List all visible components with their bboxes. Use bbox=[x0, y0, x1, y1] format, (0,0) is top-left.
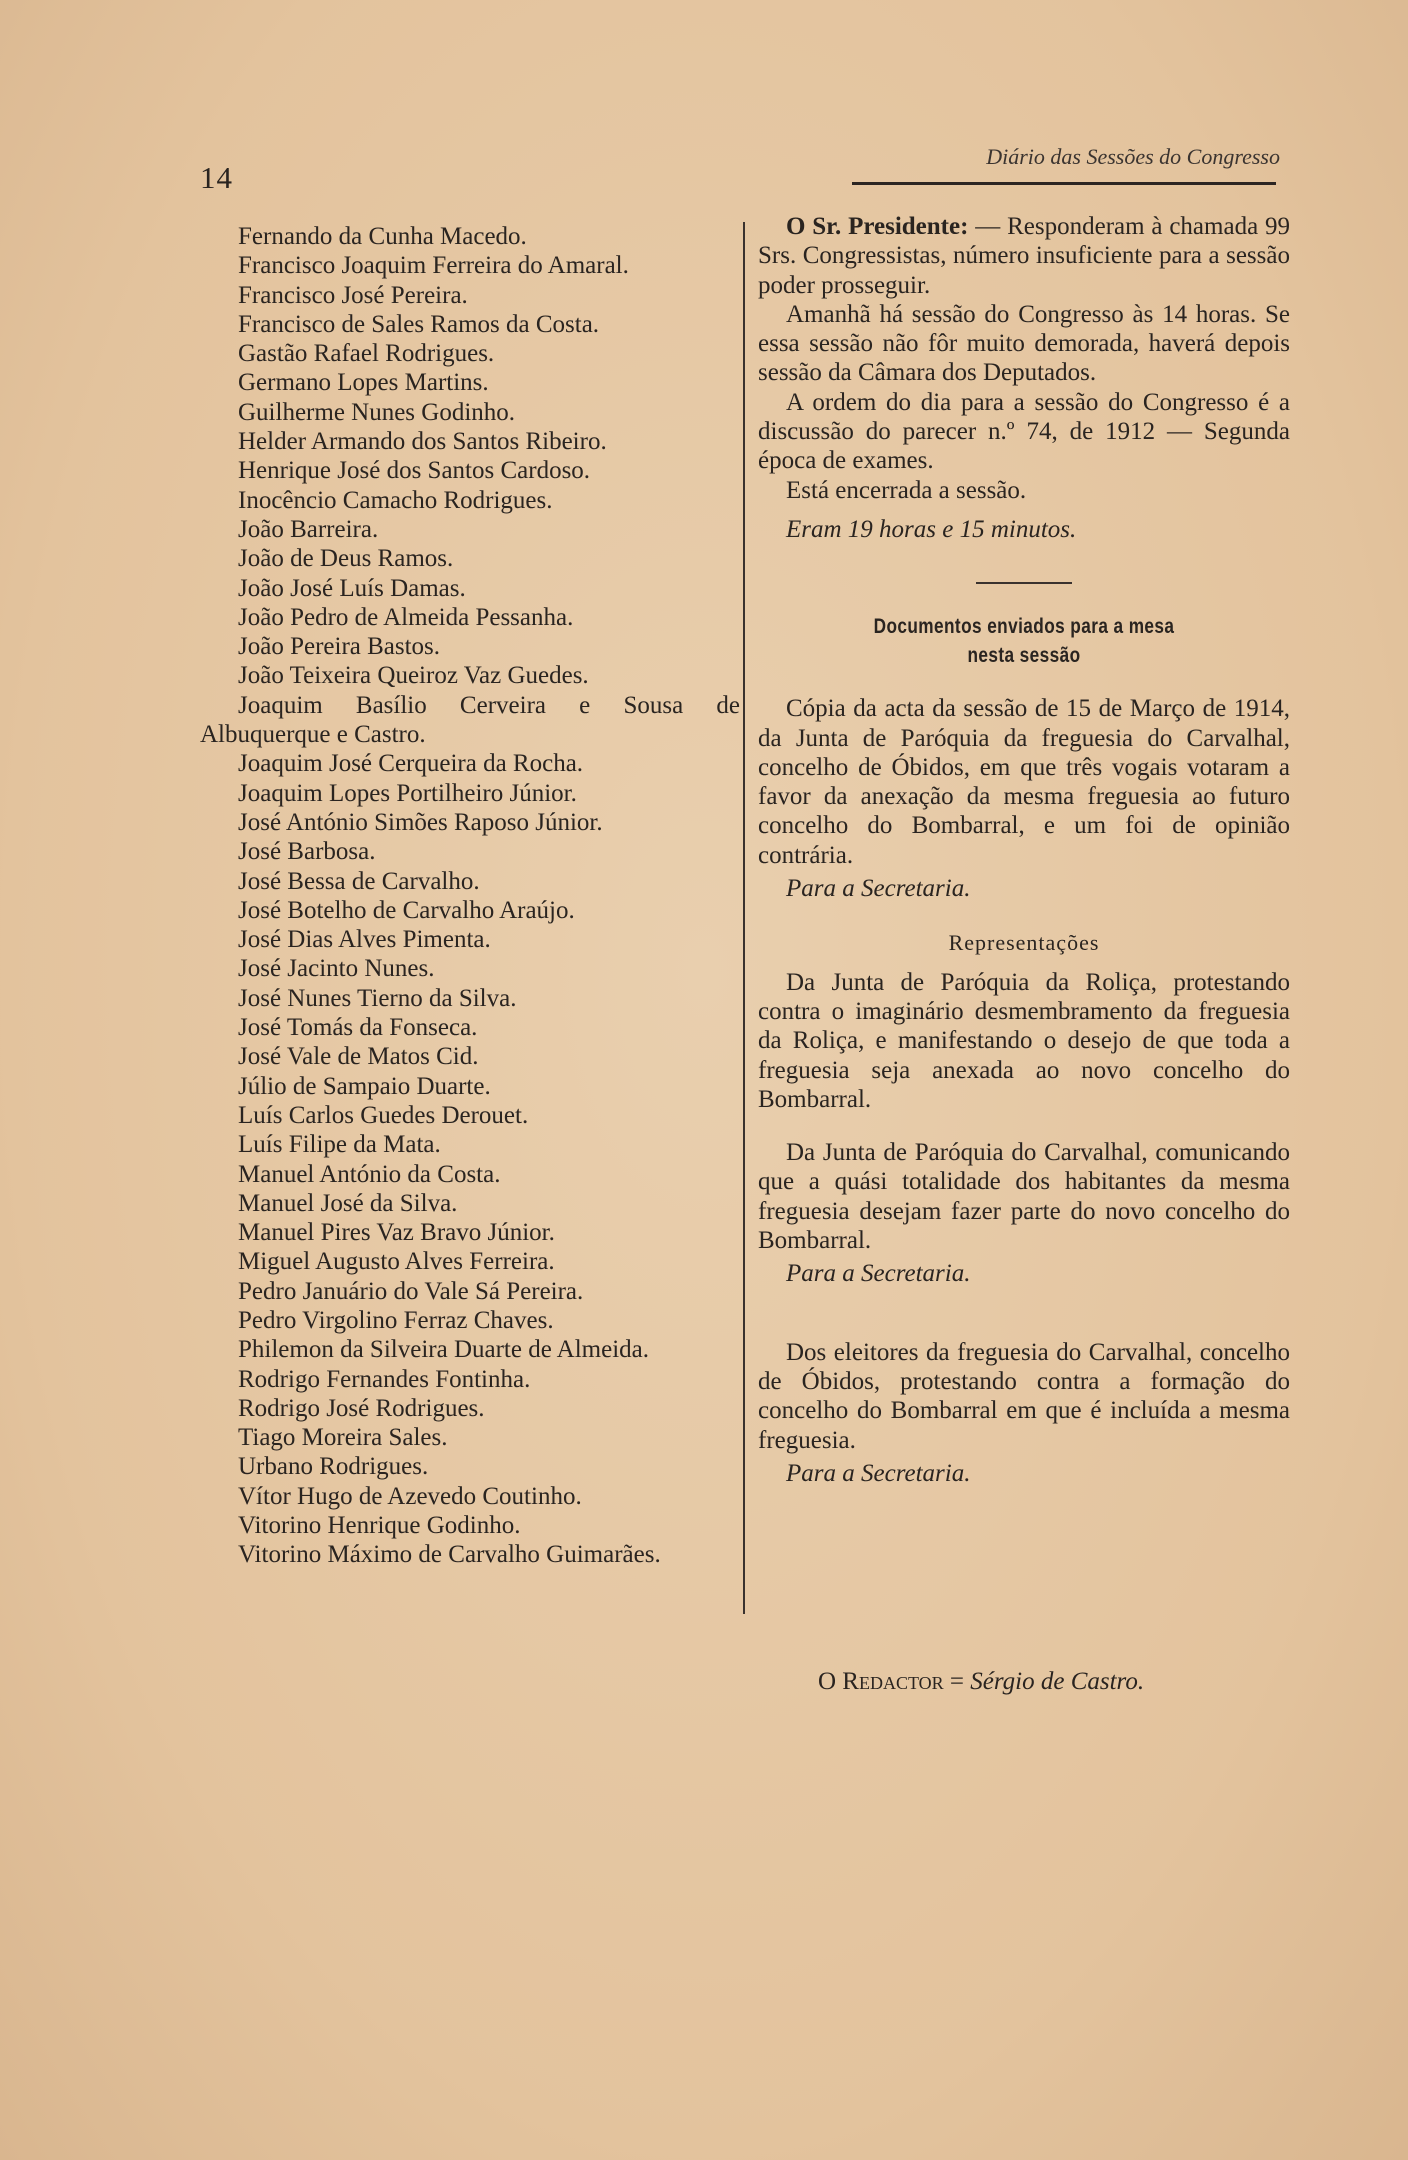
spacer bbox=[758, 670, 1290, 694]
attendee-name: Manuel António da Costa. bbox=[238, 1160, 501, 1188]
attendee-name: Luís Filipe da Mata. bbox=[238, 1131, 441, 1159]
attendee-name: José Dias Alves Pimenta. bbox=[238, 926, 491, 954]
attendee-name: José Nunes Tierno da Silva. bbox=[238, 984, 517, 1012]
documents-heading-line-2: nesta sessão bbox=[967, 644, 1081, 668]
attendee-name: José Tomás da Fonseca. bbox=[238, 1014, 478, 1042]
attendee-name: João de Deus Ramos. bbox=[238, 545, 454, 573]
attendee-name: João Teixeira Queiroz Vaz Guedes. bbox=[238, 662, 589, 690]
president-text: — Responderam à chamada 99 Srs. Congressistas, número insuficiente para a sessão poder prosseguir. bbox=[758, 213, 1291, 299]
president-lead: O Sr. Presidente: bbox=[786, 213, 969, 240]
redactor-label: O Redactor bbox=[818, 1668, 944, 1695]
session-end-time: Eram 19 horas e 15 minutos. bbox=[786, 515, 1077, 543]
attendee-name: Francisco Joaquim Ferreira do Amaral. bbox=[238, 252, 629, 280]
secretariat-note-1: Para a Secretaria. bbox=[786, 875, 971, 903]
attendee-name: Joaquim Basílio Cerveira e Sousa de Albuquerque e Castro. bbox=[200, 691, 740, 749]
secretariat-note-2: Para a Secretaria. bbox=[786, 1260, 971, 1288]
documents-heading bbox=[806, 612, 1242, 670]
attendee-name: José Barbosa. bbox=[238, 838, 376, 866]
attendance-list bbox=[200, 222, 740, 1570]
attendee-name: Urbano Rodrigues. bbox=[238, 1453, 429, 1481]
session-closed: Está encerrada a sessão. bbox=[786, 476, 1027, 504]
attendee-name: Helder Armando dos Santos Ribeiro. bbox=[238, 428, 607, 456]
attendee-name: João Barreira. bbox=[238, 515, 379, 543]
attendee-name: José Jacinto Nunes. bbox=[238, 955, 435, 983]
attendee-name: Gastão Rafael Rodrigues. bbox=[238, 340, 495, 368]
attendee-name: Vitorino Henrique Godinho. bbox=[238, 1512, 521, 1540]
redactor-name: Sérgio de Castro. bbox=[970, 1668, 1145, 1695]
attendee-name: Germano Lopes Martins. bbox=[238, 369, 489, 397]
representation-carvalhal: Da Junta de Paróquia do Carvalhal, comunicando que a quási totalidade dos habitantes da mesma freguesia desejam fazer parte do novo concelho do Bombarral. bbox=[758, 1139, 1290, 1255]
spacer bbox=[758, 1314, 1290, 1338]
attendee-name: Manuel Pires Vaz Bravo Júnior. bbox=[238, 1219, 555, 1247]
attendee-name: Francisco José Pereira. bbox=[238, 281, 468, 309]
attendee-name: José Botelho de Carvalho Araújo. bbox=[238, 896, 575, 924]
attendee-name: Vitorino Máximo de Carvalho Guimarães. bbox=[238, 1541, 661, 1569]
attendee-name: José Vale de Matos Cid. bbox=[238, 1043, 479, 1071]
redactor-separator: = bbox=[943, 1668, 971, 1695]
attendee-name: Tiago Moreira Sales. bbox=[238, 1424, 448, 1452]
agenda-note: A ordem do dia para a sessão do Congresso é a discussão do parecer n.º 74, de 1912 — Segunda época de exames. bbox=[758, 388, 1290, 475]
representation-rolica: Da Junta de Paróquia da Roliça, protestando contra o imaginário desmembramento da freguesia da Roliça, e manifestando o desejo de que toda a freguesia seja anexada ao novo concelho do Bombarral. bbox=[758, 968, 1290, 1113]
next-session-note: Amanhã há sessão do Congresso às 14 horas. Se essa sessão não fôr muito demorada, haverá depois sessão da Câmara dos Deputados. bbox=[758, 300, 1290, 387]
attendee-name: Henrique José dos Santos Cardoso. bbox=[238, 457, 591, 485]
column-divider bbox=[743, 222, 745, 1614]
attendee-name: Guilherme Nunes Godinho. bbox=[238, 398, 516, 426]
attendee-name: Pedro Virgolino Ferraz Chaves. bbox=[238, 1306, 554, 1334]
section-divider bbox=[976, 582, 1072, 584]
attendee-name: Luís Carlos Guedes Derouet. bbox=[238, 1101, 529, 1129]
attendee-name: Inocêncio Camacho Rodrigues. bbox=[238, 486, 553, 514]
documents-heading-line-1: Documentos enviados para a mesa bbox=[873, 615, 1175, 639]
header-rule bbox=[852, 182, 1276, 185]
attendee-name: Vítor Hugo de Azevedo Coutinho. bbox=[238, 1482, 582, 1510]
attendee-name: José António Simões Raposo Júnior. bbox=[238, 808, 603, 836]
running-title: Diário das Sessões do Congresso bbox=[986, 144, 1280, 169]
president-statement bbox=[758, 212, 1290, 300]
attendee-name: Pedro Januário do Vale Sá Pereira. bbox=[238, 1277, 584, 1305]
attendee-name: João Pedro de Almeida Pessanha. bbox=[238, 603, 574, 631]
attendee-name: Júlio de Sampaio Duarte. bbox=[238, 1072, 491, 1100]
attendee-name: Francisco de Sales Ramos da Costa. bbox=[238, 310, 600, 338]
attendee-name: João Pereira Bastos. bbox=[238, 633, 441, 661]
attendee-name: João José Luís Damas. bbox=[238, 574, 466, 602]
secretariat-note-3: Para a Secretaria. bbox=[786, 1459, 971, 1487]
attendee-name: Joaquim José Cerqueira da Rocha. bbox=[238, 750, 584, 778]
attendee-name: Fernando da Cunha Macedo. bbox=[238, 223, 527, 250]
redactor-signature bbox=[818, 1668, 1144, 1696]
attendee-name: José Bessa de Carvalho. bbox=[238, 867, 480, 895]
acta-copy-paragraph: Cópia da acta da sessão de 15 de Março de 1914, da Junta de Paróquia da freguesia do Carvalhal, concelho de Óbidos, em que três vogais votaram a favor da anexação da mesma freguesia ao futuro concelho do Bombarral, e um foi de opinião contrária. bbox=[758, 695, 1290, 869]
attendee-name: Rodrigo José Rodrigues. bbox=[238, 1394, 485, 1422]
representation-voters: Dos eleitores da freguesia do Carvalhal, concelho de Óbidos, protestando contra a formação do concelho do Bombarral em que é incluída a mesma freguesia. bbox=[758, 1338, 1290, 1454]
page-number: 14 bbox=[200, 160, 233, 195]
attendee-name: Miguel Augusto Alves Ferreira. bbox=[238, 1248, 555, 1276]
attendee-name: Manuel José da Silva. bbox=[238, 1189, 458, 1217]
attendee-name: Philemon da Silveira Duarte de Almeida. bbox=[238, 1336, 650, 1364]
attendee-name: Rodrigo Fernandes Fontinha. bbox=[238, 1365, 531, 1393]
representations-heading: Representações bbox=[948, 930, 1100, 956]
proceedings-column bbox=[758, 212, 1290, 1513]
spacer bbox=[758, 1114, 1290, 1138]
attendee-name: Joaquim Lopes Portilheiro Júnior. bbox=[238, 779, 577, 807]
